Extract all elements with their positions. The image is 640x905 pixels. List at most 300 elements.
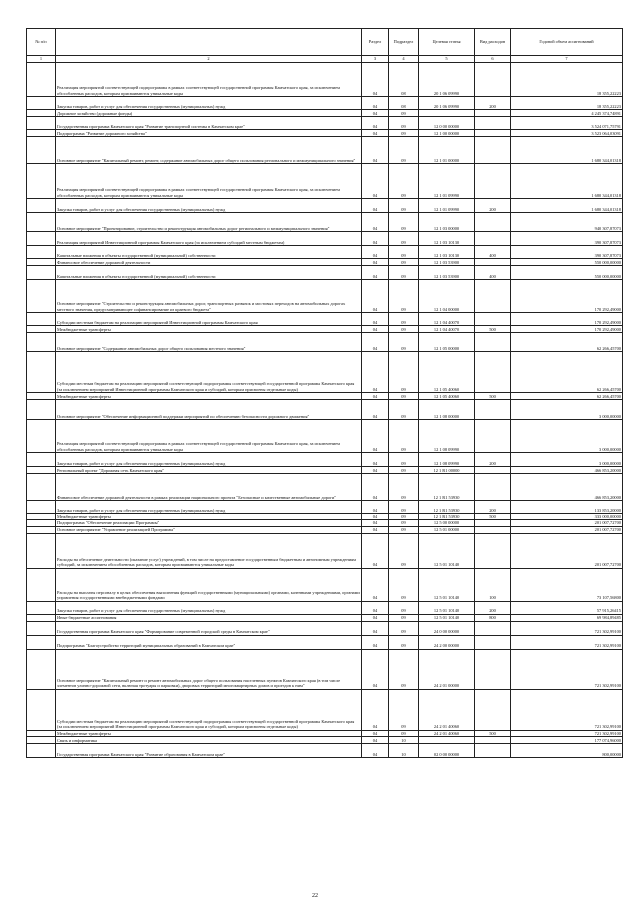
column-number: 1 [27, 56, 56, 63]
cell-target-article: 12 0 00 00000 [419, 117, 475, 130]
column-number-row [27, 56, 623, 63]
table-row [27, 199, 623, 213]
cell-amount: 62 266,45700 [511, 333, 623, 352]
cell-podrazdel: 08 [389, 97, 419, 110]
cell-amount: 390 307,87073 [511, 246, 623, 259]
cell-amount: 3 000,00000 [511, 453, 623, 467]
cell-amount: 550 000,00000 [511, 266, 623, 280]
cell-amount: 1 680 344,01318 [511, 164, 623, 199]
cell-target-article: 12 1 00 00000 [419, 130, 475, 137]
table-row [27, 164, 623, 199]
table-row [27, 621, 623, 635]
cell-razdel: 04 [362, 110, 389, 117]
cell-razdel: 04 [362, 400, 389, 420]
cell-razdel: 04 [362, 649, 389, 689]
cell-expense-type [475, 130, 511, 137]
cell-num [27, 130, 56, 137]
cell-podrazdel: 09 [389, 520, 419, 526]
cell-amount: 390 307,87073 [511, 232, 623, 246]
cell-name: Межбюджетные трансферты [56, 326, 362, 333]
cell-num [27, 689, 56, 730]
cell-expense-type [475, 400, 511, 420]
cell-podrazdel: 10 [389, 743, 419, 757]
cell-amount: 69 984,89485 [511, 614, 623, 621]
cell-expense-type [475, 213, 511, 232]
cell-razdel: 04 [362, 520, 389, 526]
cell-name: Основное мероприятие "Капитальный ремонт и ремонт автомобильных дорог общего пользования населенных пунктов Камчатского края (в том числе элементов улично-дорожной сети, включая тротуары и парковки), дворовых территорий многоквартирных домов и проездов к ним" [56, 649, 362, 689]
cell-num [27, 533, 56, 568]
cell-expense-type [475, 474, 511, 501]
cell-amount: 62 266,45700 [511, 352, 623, 393]
cell-amount: 721 302,99100 [511, 621, 623, 635]
cell-target-article: 24 2 01 40060 [419, 730, 475, 736]
table-row [27, 232, 623, 246]
cell-num [27, 420, 56, 453]
cell-num [27, 474, 56, 501]
cell-target-article: 12 1 08 00000 [419, 400, 475, 420]
cell-amount: 73 107,56800 [511, 568, 623, 601]
table-row [27, 280, 623, 313]
cell-name: Государственная программа Камчатского края "Развитие образования в Камчатском крае" [56, 743, 362, 757]
cell-podrazdel: 09 [389, 400, 419, 420]
cell-podrazdel: 09 [389, 259, 419, 266]
cell-amount: 18 355,22223 [511, 63, 623, 97]
cell-expense-type [475, 689, 511, 730]
cell-amount: 3 524 071,75791 [511, 117, 623, 130]
table-row [27, 601, 623, 614]
cell-num [27, 743, 56, 757]
table-header-row [27, 29, 623, 56]
cell-amount: 940 307,87073 [511, 213, 623, 232]
cell-num [27, 117, 56, 130]
cell-podrazdel: 09 [389, 467, 419, 474]
cell-razdel: 04 [362, 614, 389, 621]
cell-target-article: 12 1 03 10130 [419, 232, 475, 246]
cell-name: Региональный проект "Дорожная сеть Камчатского края" [56, 467, 362, 474]
column-number: 3 [362, 56, 389, 63]
table-row [27, 420, 623, 453]
cell-target-article: 12 1 04 00000 [419, 280, 475, 313]
header-num: № п/п [27, 29, 56, 56]
cell-num [27, 259, 56, 266]
cell-expense-type [475, 420, 511, 453]
cell-name: Субсидии местным бюджетам на реализацию мероприятий соответствующей подпрограммы соответствующей государственной программы Камчатского края (за исключением мероприятий Инвестиционной программы Камчатского края и субсидий, которым присвоены отдельные коды) [56, 352, 362, 393]
cell-amount: 170 292,49000 [511, 313, 623, 326]
cell-num [27, 400, 56, 420]
cell-amount: 170 292,49000 [511, 326, 623, 333]
cell-expense-type [475, 280, 511, 313]
cell-name: Расходы на обеспечение деятельности (оказание услуг) учреждений, в том числе на предоставление государственным бюджетным и автономным учреждениям субсидий, за исключением обособленных расходов, которым присваиваются уникальные коды [56, 533, 362, 568]
cell-target-article: 12 1 R1 53930 [419, 501, 475, 514]
cell-amount: 800,00000 [511, 743, 623, 757]
cell-name: Основное мероприятие "Капитальный ремонт, ремонт, содержание автомобильных дорог общего пользования регионального и межмуниципального значения" [56, 137, 362, 164]
cell-expense-type [475, 232, 511, 246]
cell-podrazdel: 09 [389, 533, 419, 568]
cell-razdel: 04 [362, 97, 389, 110]
cell-target-article: 20 1 06 09990 [419, 63, 475, 97]
cell-target-article: 12 5 01 10140 [419, 601, 475, 614]
cell-num [27, 453, 56, 467]
table-row [27, 266, 623, 280]
cell-razdel: 04 [362, 621, 389, 635]
table-row [27, 400, 623, 420]
cell-target-article: 12 1 R1 00000 [419, 467, 475, 474]
cell-expense-type [475, 137, 511, 164]
cell-num [27, 246, 56, 259]
cell-target-article: 24 2 01 40060 [419, 689, 475, 730]
cell-podrazdel: 09 [389, 333, 419, 352]
table-row [27, 313, 623, 326]
cell-amount: 333 000,00000 [511, 514, 623, 520]
cell-expense-type: 200 [475, 97, 511, 110]
cell-num [27, 313, 56, 326]
cell-amount: 3 523 064,03091 [511, 130, 623, 137]
budget-table-sheet [26, 28, 622, 758]
cell-amount: 1 680 344,01318 [511, 137, 623, 164]
cell-amount: 721 302,99100 [511, 730, 623, 736]
cell-expense-type [475, 467, 511, 474]
table-row [27, 63, 623, 97]
cell-expense-type: 500 [475, 326, 511, 333]
cell-target-article [419, 110, 475, 117]
header-razdel: Раздел [362, 29, 389, 56]
cell-name: Межбюджетные трансферты [56, 514, 362, 520]
cell-target-article: 20 1 06 09990 [419, 97, 475, 110]
cell-target-article: 24 2 01 00000 [419, 649, 475, 689]
cell-amount: 721 302,99100 [511, 635, 623, 649]
cell-podrazdel: 09 [389, 137, 419, 164]
cell-expense-type: 500 [475, 514, 511, 520]
cell-expense-type [475, 533, 511, 568]
cell-razdel: 04 [362, 533, 389, 568]
cell-target-article: 12 5 01 00000 [419, 526, 475, 533]
table-row [27, 130, 623, 137]
cell-target-article: 12 1 08 09990 [419, 453, 475, 467]
cell-amount: 57 915,26415 [511, 601, 623, 614]
cell-amount: 201 007,72700 [511, 520, 623, 526]
cell-razdel: 04 [362, 213, 389, 232]
cell-podrazdel: 10 [389, 736, 419, 743]
cell-expense-type [475, 352, 511, 393]
header-podrazdel: Подраздел [389, 29, 419, 56]
cell-amount: 133 853,20000 [511, 501, 623, 514]
cell-target-article: 12 1 03 53900 [419, 266, 475, 280]
cell-num [27, 164, 56, 199]
table-row [27, 743, 623, 757]
budget-table [26, 28, 623, 758]
cell-name: Подпрограмма "Благоустройство территорий муниципальных образований в Камчатском крае" [56, 635, 362, 649]
column-number: 2 [56, 56, 362, 63]
cell-name: Иные бюджетные ассигнования [56, 614, 362, 621]
cell-num [27, 352, 56, 393]
cell-razdel: 04 [362, 474, 389, 501]
page-number: 22 [312, 893, 318, 899]
cell-name: Финансовое обеспечение дорожной деятельности в рамках реализации национального проекта "Безопасные и качественные автомобильные дороги" [56, 474, 362, 501]
cell-expense-type: 100 [475, 568, 511, 601]
cell-amount: 550 000,00000 [511, 259, 623, 266]
cell-name: Закупка товаров, работ и услуг для обеспечения государственных (муниципальных) нужд [56, 601, 362, 614]
cell-num [27, 649, 56, 689]
cell-podrazdel: 09 [389, 280, 419, 313]
header-target-article: Целевая статья [419, 29, 475, 56]
header-annual-amount: Годовой объем ассигнований [511, 29, 623, 56]
cell-name: Государственная программа Камчатского края "Формирование современной городской среды в Камчатском крае" [56, 621, 362, 635]
cell-podrazdel: 09 [389, 689, 419, 730]
cell-num [27, 393, 56, 400]
cell-razdel: 04 [362, 601, 389, 614]
cell-name: Основное мероприятие "Содержание автомобильных дорог общего пользования местного значения" [56, 333, 362, 352]
cell-razdel: 04 [362, 420, 389, 453]
cell-podrazdel: 09 [389, 526, 419, 533]
table-row [27, 467, 623, 474]
table-row [27, 453, 623, 467]
cell-expense-type: 400 [475, 246, 511, 259]
cell-amount: 201 007,72700 [511, 533, 623, 568]
cell-expense-type: 500 [475, 393, 511, 400]
cell-name: Реализация мероприятий Инвестиционной программы Камчатского края (за исключением субсидий местным бюджетам) [56, 232, 362, 246]
cell-podrazdel: 09 [389, 635, 419, 649]
cell-podrazdel: 09 [389, 246, 419, 259]
table-row [27, 736, 623, 743]
cell-name: Расходы на выплаты персоналу в целях обеспечения выполнения функций государственными (муниципальными) органами, казенными учреждениями, органами управления государственными внебюджетными фондами [56, 568, 362, 601]
cell-podrazdel: 09 [389, 501, 419, 514]
cell-podrazdel: 09 [389, 326, 419, 333]
cell-name: Реализация мероприятий соответствующей подпрограммы в рамках соответствующей государственной программы Камчатского края, за исключением обособленных расходов, которым присваиваются уникальные коды [56, 164, 362, 199]
cell-expense-type [475, 736, 511, 743]
cell-target-article: 24 0 00 00000 [419, 621, 475, 635]
cell-podrazdel: 09 [389, 110, 419, 117]
cell-podrazdel: 09 [389, 453, 419, 467]
cell-expense-type: 200 [475, 199, 511, 213]
cell-podrazdel: 09 [389, 352, 419, 393]
cell-razdel: 04 [362, 730, 389, 736]
cell-podrazdel: 09 [389, 730, 419, 736]
cell-name: Государственная программа Камчатского края "Развитие транспортной системы в Камчатском крае" [56, 117, 362, 130]
cell-expense-type [475, 621, 511, 635]
table-row [27, 689, 623, 730]
cell-target-article: 12 1 01 09990 [419, 199, 475, 213]
table-row [27, 117, 623, 130]
cell-name: Субсидии местным бюджетам на реализацию мероприятий Инвестиционной программы Камчатского края [56, 313, 362, 326]
cell-podrazdel: 09 [389, 474, 419, 501]
cell-name: Закупка товаров, работ и услуг для обеспечения государственных (муниципальных) нужд [56, 97, 362, 110]
cell-razdel: 04 [362, 117, 389, 130]
cell-expense-type [475, 743, 511, 757]
cell-target-article: 12 1 04 40070 [419, 326, 475, 333]
cell-target-article: 12 5 00 00000 [419, 520, 475, 526]
cell-podrazdel: 09 [389, 601, 419, 614]
cell-expense-type [475, 526, 511, 533]
cell-razdel: 04 [362, 130, 389, 137]
cell-name: Основное мероприятие "Проектирование, строительство и реконструкция автомобильных дорог регионального и межмуниципального значения" [56, 213, 362, 232]
cell-name: Закупка товаров, работ и услуг для обеспечения государственных (муниципальных) нужд [56, 501, 362, 514]
cell-razdel: 04 [362, 689, 389, 730]
table-row [27, 97, 623, 110]
cell-num [27, 526, 56, 533]
cell-podrazdel: 09 [389, 117, 419, 130]
cell-razdel: 04 [362, 259, 389, 266]
cell-target-article: 12 1 R1 53930 [419, 474, 475, 501]
cell-expense-type [475, 164, 511, 199]
cell-num [27, 266, 56, 280]
cell-name: Реализация мероприятий соответствующей подпрограммы в рамках соответствующей государственной программы Камчатского края, за исключением обособленных расходов, которым присваиваются уникальные коды [56, 63, 362, 97]
cell-podrazdel: 09 [389, 130, 419, 137]
cell-amount: 1 680 344,01318 [511, 199, 623, 213]
cell-num [27, 110, 56, 117]
cell-expense-type [475, 259, 511, 266]
cell-amount: 466 853,20000 [511, 474, 623, 501]
cell-podrazdel: 09 [389, 266, 419, 280]
cell-name: Подпрограмма "Развитие дорожного хозяйства" [56, 130, 362, 137]
table-row [27, 326, 623, 333]
cell-target-article: 24 2 00 00000 [419, 635, 475, 649]
table-row [27, 474, 623, 501]
cell-expense-type: 200 [475, 501, 511, 514]
cell-amount: 721 302,99100 [511, 689, 623, 730]
cell-razdel: 04 [362, 568, 389, 601]
cell-num [27, 333, 56, 352]
cell-amount: 177 074,96000 [511, 736, 623, 743]
cell-razdel: 04 [362, 199, 389, 213]
cell-target-article: 12 1 05 40060 [419, 393, 475, 400]
cell-podrazdel: 09 [389, 568, 419, 601]
cell-podrazdel: 09 [389, 213, 419, 232]
cell-expense-type: 200 [475, 601, 511, 614]
table-row [27, 649, 623, 689]
cell-podrazdel: 09 [389, 649, 419, 689]
cell-razdel: 04 [362, 246, 389, 259]
cell-target-article: 12 5 01 10140 [419, 614, 475, 621]
cell-razdel: 04 [362, 467, 389, 474]
cell-target-article: 12 1 08 09990 [419, 420, 475, 453]
cell-num [27, 635, 56, 649]
cell-name: Капитальные вложения в объекты государственной (муниципальной) собственности [56, 246, 362, 259]
table-row [27, 246, 623, 259]
cell-amount: 18 355,22223 [511, 97, 623, 110]
cell-podrazdel: 09 [389, 393, 419, 400]
cell-razdel: 04 [362, 352, 389, 393]
cell-razdel: 04 [362, 514, 389, 520]
cell-num [27, 621, 56, 635]
cell-target-article: 12 1 03 53900 [419, 259, 475, 266]
table-row [27, 110, 623, 117]
table-row [27, 333, 623, 352]
cell-podrazdel: 09 [389, 621, 419, 635]
cell-expense-type [475, 117, 511, 130]
column-number: 6 [475, 56, 511, 63]
cell-name: Основное мероприятие "Обеспечение информационной поддержки мероприятий по обеспечению безопасности дорожного движения" [56, 400, 362, 420]
cell-razdel: 04 [362, 266, 389, 280]
cell-target-article: 12 1 01 00000 [419, 137, 475, 164]
cell-name: Реализация мероприятий соответствующей подпрограммы в рамках соответствующей государственной программы Камчатского края, за исключением обособленных расходов, которым присваиваются уникальные коды [56, 420, 362, 453]
cell-num [27, 601, 56, 614]
cell-target-article: 12 1 01 09990 [419, 164, 475, 199]
table-row [27, 352, 623, 393]
table-row [27, 635, 623, 649]
cell-name: Закупка товаров, работ и услуг для обеспечения государственных (муниципальных) нужд [56, 199, 362, 213]
cell-name: Межбюджетные трансферты [56, 730, 362, 736]
cell-podrazdel: 09 [389, 514, 419, 520]
cell-expense-type: 800 [475, 614, 511, 621]
cell-name: Дорожное хозяйство (дорожные фонды) [56, 110, 362, 117]
cell-razdel: 04 [362, 453, 389, 467]
cell-razdel: 04 [362, 164, 389, 199]
cell-name: Основное мероприятие "Управление реализацией Программы" [56, 526, 362, 533]
cell-expense-type [475, 63, 511, 97]
cell-razdel: 04 [362, 526, 389, 533]
cell-podrazdel: 09 [389, 232, 419, 246]
cell-podrazdel: 09 [389, 420, 419, 453]
cell-podrazdel: 09 [389, 164, 419, 199]
table-row [27, 501, 623, 514]
table-row [27, 533, 623, 568]
cell-target-article: 12 5 01 10140 [419, 533, 475, 568]
cell-name: Субсидии местным бюджетам на реализацию мероприятий соответствующей подпрограммы соответствующей государственной программы Камчатского края (за исключением мероприятий Инвестиционной программы Камчатского края и субсидий, которым присвоены отдельные коды) [56, 689, 362, 730]
cell-razdel: 04 [362, 393, 389, 400]
cell-num [27, 232, 56, 246]
cell-name: Закупка товаров, работ и услуг для обеспечения государственных (муниципальных) нужд [56, 453, 362, 467]
cell-num [27, 63, 56, 97]
cell-razdel: 04 [362, 326, 389, 333]
cell-name: Капитальные вложения в объекты государственной (муниципальной) собственности [56, 266, 362, 280]
cell-razdel: 04 [362, 501, 389, 514]
cell-razdel: 04 [362, 280, 389, 313]
cell-target-article: 12 1 03 00000 [419, 213, 475, 232]
cell-amount: 3 000,00000 [511, 420, 623, 453]
cell-num [27, 501, 56, 514]
cell-expense-type [475, 333, 511, 352]
cell-target-article: 12 5 01 10140 [419, 568, 475, 601]
column-number: 7 [511, 56, 623, 63]
cell-amount: 170 292,49000 [511, 280, 623, 313]
cell-amount: 4 245 374,74891 [511, 110, 623, 117]
cell-expense-type: 400 [475, 266, 511, 280]
cell-amount: 466 853,20000 [511, 467, 623, 474]
cell-podrazdel: 09 [389, 313, 419, 326]
cell-target-article: 12 1 03 10130 [419, 246, 475, 259]
column-number: 4 [389, 56, 419, 63]
column-number: 5 [419, 56, 475, 63]
table-row [27, 259, 623, 266]
cell-podrazdel: 09 [389, 614, 419, 621]
cell-expense-type: 500 [475, 730, 511, 736]
cell-amount: 721 302,99100 [511, 649, 623, 689]
cell-num [27, 199, 56, 213]
cell-target-article: 02 0 00 00000 [419, 743, 475, 757]
table-row [27, 568, 623, 601]
cell-num [27, 568, 56, 601]
cell-name: Основное мероприятие "Строительство и реконструкция автомобильных дорог, транспортных развязок и мостовых переходов на автомобильных дорогах местного значения, предусматривающее софинансирование из краевого бюджета" [56, 280, 362, 313]
cell-num [27, 137, 56, 164]
cell-razdel: 04 [362, 137, 389, 164]
cell-amount: 3 000,00000 [511, 400, 623, 420]
table-row [27, 614, 623, 621]
table-row [27, 526, 623, 533]
cell-num [27, 736, 56, 743]
cell-razdel: 04 [362, 743, 389, 757]
cell-num [27, 467, 56, 474]
cell-name: Межбюджетные трансферты [56, 393, 362, 400]
cell-num [27, 97, 56, 110]
table-row [27, 393, 623, 400]
cell-podrazdel: 09 [389, 199, 419, 213]
cell-expense-type [475, 313, 511, 326]
cell-amount: 62 266,45700 [511, 393, 623, 400]
cell-target-article: 12 1 R1 53930 [419, 514, 475, 520]
table-row [27, 137, 623, 164]
cell-razdel: 04 [362, 635, 389, 649]
cell-expense-type: 200 [475, 453, 511, 467]
